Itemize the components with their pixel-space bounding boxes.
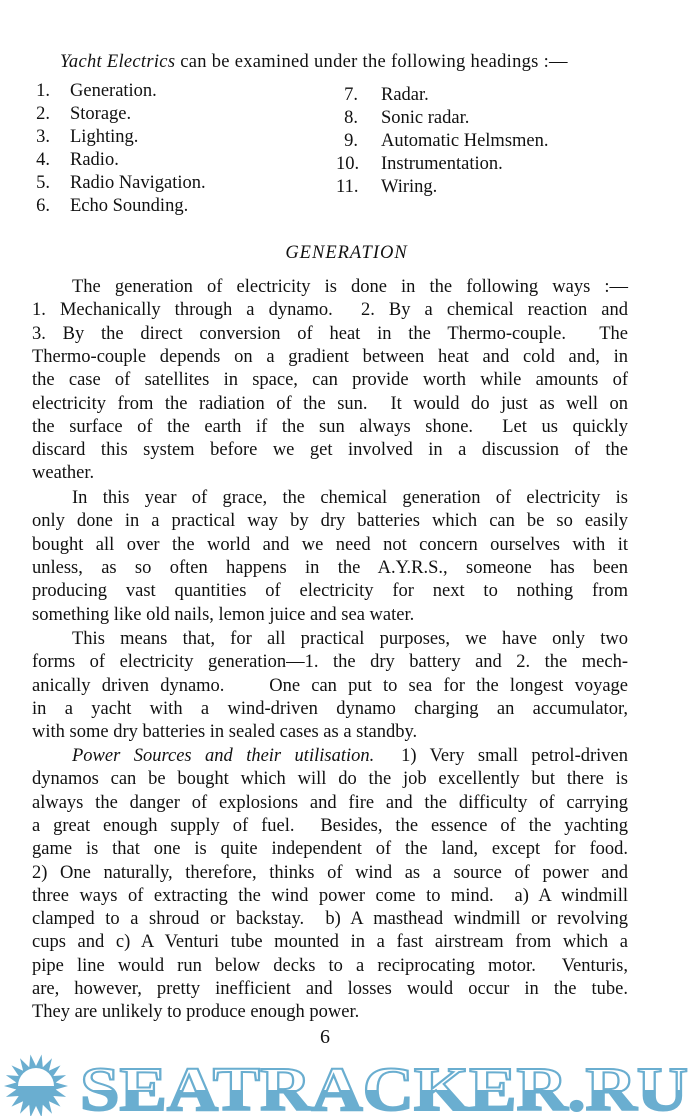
paragraph-line	[32, 651, 628, 674]
item-label: Radar.	[381, 85, 429, 105]
paragraph-line	[32, 393, 628, 416]
paragraph-line	[32, 838, 628, 861]
item-label: Wiring.	[381, 177, 438, 197]
paragraph-line	[32, 908, 628, 931]
watermark-logo	[0, 1052, 693, 1116]
line-text: dynamos can be bought which will do the job excellently but there is	[32, 769, 628, 790]
line-text: bought all over the world and we need not concern ourselves with it	[32, 534, 628, 555]
paragraph-line	[72, 745, 628, 768]
line-text: clamped to a shroud or backstay. b) A masthead windmill or revolving	[32, 909, 628, 930]
line-text: forms of electricity generation—1. the dry battery and 2. the mech-	[32, 652, 628, 673]
intro-line	[60, 52, 568, 73]
line-text: are, however, pretty inefficient and losses would occur in the tube.	[32, 979, 628, 999]
line-text: something like old nails, lemon juice and sea water.	[32, 604, 415, 625]
paragraph-line	[32, 346, 628, 369]
line-text: unless, as so often happens in the A.Y.R.S., someone has been	[32, 557, 628, 578]
item-number: 6.	[36, 196, 50, 216]
paragraph-line	[32, 768, 628, 791]
paragraph-line	[32, 885, 628, 908]
sun-icon	[4, 1055, 68, 1116]
item-number: 5.	[36, 173, 50, 193]
page-number: 6	[320, 1026, 330, 1048]
book-title: Yacht Electrics	[60, 52, 176, 72]
item-label: Lighting.	[70, 127, 139, 147]
paragraph-line	[32, 721, 628, 744]
item-label: Radio.	[70, 150, 119, 170]
paragraph-line	[32, 675, 628, 698]
paragraph-line	[32, 931, 628, 954]
item-number: 9.	[344, 131, 358, 151]
paragraph-line	[32, 1001, 628, 1024]
item-label: Automatic Helmsmen.	[381, 131, 549, 151]
line-text: electricity from the radiation of the sun. It would do just as well on	[32, 393, 628, 414]
paragraph-line	[32, 323, 628, 346]
paragraph-line	[72, 628, 628, 651]
paragraph-line	[72, 487, 628, 510]
paragraph-line	[32, 792, 628, 815]
line-text: Thermo-couple depends on a gradient between heat and cold and, in	[32, 346, 628, 367]
item-number: 2.	[36, 104, 50, 124]
line-text: three ways of extracting the wind power come to mind. a) A windmill	[32, 885, 628, 906]
item-number: 11.	[336, 177, 359, 197]
line-text: cups and c) A Venturi tube mounted in a fast airstream from which a	[32, 932, 628, 953]
line-text: producing vast quantities of electricity for next to nothing from	[32, 581, 628, 602]
line-text: the surface of the earth if the sun always shone. Let us quickly	[32, 416, 628, 437]
section-heading: GENERATION	[285, 243, 408, 263]
line-text: 1. Mechanically through a dynamo. 2. By a chemical reaction and	[32, 300, 628, 321]
paragraph-line	[32, 557, 628, 580]
item-number: 8.	[344, 108, 358, 128]
line-text: the case of satellites in space, can provide worth while amounts of	[32, 370, 628, 391]
watermark-text: SEATRACKER.RU	[80, 1056, 688, 1116]
paragraph-line	[32, 299, 628, 322]
paragraph-line	[32, 534, 628, 557]
item-number: 1.	[36, 81, 50, 101]
line-text: They are unlikely to produce enough power.	[32, 1002, 360, 1023]
paragraph-line	[32, 369, 628, 392]
paragraph-line	[32, 955, 628, 978]
item-number: 7.	[344, 85, 358, 105]
paragraph-line	[32, 439, 628, 462]
item-label: Instrumentation.	[381, 154, 503, 174]
item-number: 10.	[336, 154, 360, 174]
line-text: In this year of grace, the chemical generation of electricity is	[72, 488, 628, 508]
line-text: 3. By the direct conversion of heat in the Thermo-couple. The	[32, 323, 628, 344]
line-text: game is that one is quite independent of the land, except for food.	[32, 839, 628, 860]
paragraph-line	[32, 862, 628, 885]
line-text: This means that, for all practical purposes, we have only two	[72, 629, 628, 649]
item-label: Generation.	[70, 81, 157, 101]
paragraph-line	[32, 604, 628, 627]
paragraph-line	[32, 510, 628, 533]
item-label: Storage.	[70, 104, 132, 124]
line-text: in a yacht with a wind-driven dynamo charging an accumulator,	[32, 698, 628, 719]
item-label: Sonic radar.	[381, 108, 470, 128]
paragraph-line	[32, 815, 628, 838]
paragraph-line	[32, 978, 628, 1001]
line-text: 2) One naturally, therefore, thinks of wind as a source of power and	[32, 862, 628, 883]
paragraph-line	[32, 416, 628, 439]
line-text: 1) Very small petrol-driven	[374, 746, 628, 766]
line-text: a great enough supply of fuel. Besides, the essence of the yachting	[32, 815, 628, 836]
line-text: The generation of electricity is done in the following ways :—	[72, 277, 628, 297]
line-text: discard this system before we get involved in a discussion of the	[32, 440, 628, 461]
paragraph-line	[32, 580, 628, 603]
item-number: 3.	[36, 127, 50, 147]
line-text: with some dry batteries in sealed cases as a standby.	[32, 722, 418, 743]
paragraph-line	[32, 462, 628, 485]
item-label: Echo Sounding.	[70, 196, 189, 216]
item-number: 4.	[36, 150, 50, 170]
paragraph-line	[32, 698, 628, 721]
line-text: anically driven dynamo. One can put to sea for the longest voyage	[32, 675, 628, 696]
line-text: pipe line would run below decks to a reciprocating motor. Venturis,	[32, 955, 628, 976]
line-text: weather.	[32, 463, 95, 484]
paragraph-lead: Power Sources and their utilisation.	[72, 746, 375, 766]
line-text: only done in a practical way by dry batteries which can be so easily	[32, 511, 628, 532]
paragraph-line	[72, 276, 628, 299]
line-text: always the danger of explosions and fire and the difficulty of carrying	[32, 792, 628, 813]
intro-text: can be examined under the following headings :—	[175, 52, 568, 72]
item-label: Radio Navigation.	[70, 173, 206, 193]
